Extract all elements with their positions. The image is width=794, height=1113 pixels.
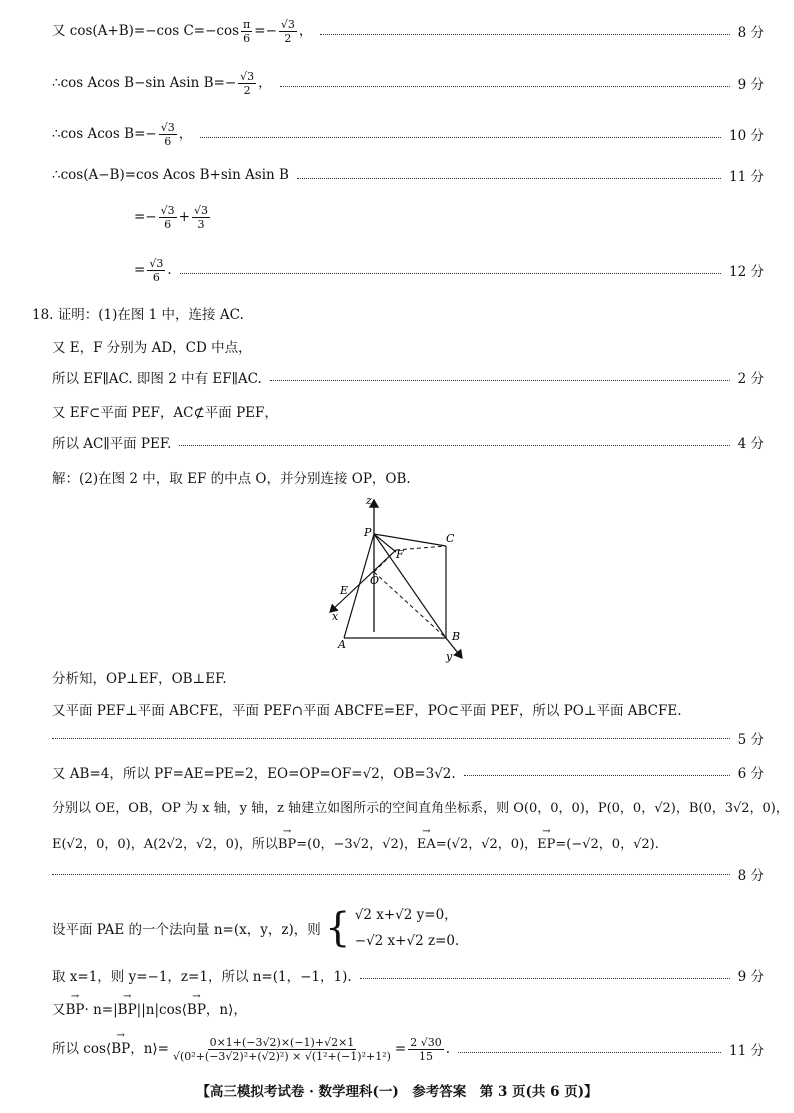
score: 12 分 [729, 264, 764, 280]
vector-EA: → EA [417, 837, 436, 852]
score: 9 分 [737, 969, 764, 985]
label-C: C [446, 532, 455, 545]
vector-BP: → BP [118, 1002, 137, 1018]
dot-leader [280, 86, 730, 87]
score: 8 分 [737, 868, 764, 884]
fraction: $\frac{2 √30}{15}$ [410, 1035, 442, 1063]
question-18-heading: 18. 证明：(1)在图 1 中，连接 AC. [32, 307, 244, 323]
answer-line-21: 所以 cos⟨→ BP，n⟩= $\frac{0\times 1+(-3√2)\times(-1)+√2\times 1}{\text{√(0²+(−3√2)²+(√2)²) × √(1²+(−1)²+1²)}}$ = $\frac{2 √30}{15}$ . 11 分 [52, 1036, 764, 1062]
score: 11 分 [729, 1043, 764, 1059]
answer-line-3: ∴cos Acos B=− $\frac{√3}{6}$ ， 10 分 [52, 120, 764, 148]
dot-leader [360, 978, 730, 979]
dot-leader [320, 34, 729, 35]
answer-line-1: 又 cos(A+B)=−cos C=−cos $\frac{\pi}{6}$ =− $\frac{√3}{2}$ ， 8 分 [52, 17, 764, 45]
score-row-5 [52, 728, 764, 748]
fraction: $\frac{√3}{3}$ [193, 204, 208, 231]
dot-leader [52, 738, 730, 739]
answer-line-12: 解：(2)在图 2 中，取 EF 的中点 O，并分别连接 OP，OB. [52, 471, 411, 487]
label-y: y [446, 650, 453, 663]
dot-leader [270, 380, 730, 381]
label-O: O [370, 574, 380, 587]
dot-leader [297, 178, 721, 179]
dot-leader [458, 1052, 721, 1053]
fraction: $\frac{\pi}{6}$ [243, 17, 251, 45]
vector-BP: → BP [278, 837, 296, 852]
edge-PC [374, 534, 446, 546]
score: 4 分 [737, 436, 764, 452]
vector-BP: → BP [187, 1002, 206, 1018]
edge-PB [374, 534, 446, 638]
label-E: E [340, 584, 349, 597]
label-z: z [366, 494, 372, 507]
answer-line-19: 取 x=1，则 y=−1，z=1，所以 n=(1，−1，1). 9 分 [52, 962, 764, 988]
dot-leader [464, 775, 730, 776]
vector-BP: → BP [66, 1002, 85, 1018]
answer-line-20: 又→ BP· n=|→ BP||n|cos⟨→ BP，n⟩， [52, 998, 247, 1018]
dot-leader [52, 874, 730, 875]
label-x: x [332, 610, 339, 623]
answer-line-16: 分别以 OE，OB，OP 为 x 轴，y 轴，z 轴建立如图所示的空间直角坐标系，则 O(0，0，0)，P(0，0，√2)，B(0，3√2，0)， [52, 801, 789, 816]
answer-line-6: = $\frac{√3}{6}$ . 12 分 [134, 256, 764, 284]
answer-line-13: 分析知，OP⊥EF，OB⊥EF. [52, 671, 227, 687]
score-row-8 [52, 864, 764, 884]
label-A: A [338, 638, 346, 651]
line-text: 又 cos(A+B)=−cos C=−cos [52, 22, 240, 39]
vector-BP: → BP [111, 1041, 130, 1057]
answer-line-5: =− $\frac{√3}{6}$ + $\frac{√3}{3}$ [134, 204, 208, 231]
score: 8 分 [737, 25, 764, 41]
score: 11 分 [729, 169, 764, 185]
answer-line-9: 所以 EF∥AC. 即图 2 中有 EF∥AC. 2 分 [52, 364, 764, 390]
answer-line-10: 又 EF⊂平面 PEF，AC⊄平面 PEF， [52, 405, 278, 421]
fraction: $\frac{√3}{6}$ [149, 256, 164, 284]
page-footer: 【高三模拟考试卷 · 数学理科(一) 参考答案 第 3 页(共 6 页)】 [196, 1084, 598, 1100]
geometry-figure [320, 492, 470, 664]
dot-leader [200, 137, 721, 138]
answer-line-14: 又平面 PEF⊥平面 ABCFE，平面 PEF∩平面 ABCFE=EF，PO⊂平面 PEF，所以 PO⊥平面 ABCFE. [52, 703, 682, 719]
equation-2: −√2 x+√2 z=0. [354, 933, 460, 949]
fraction: $\frac{√3}{2}$ [280, 17, 295, 45]
dot-leader [180, 273, 721, 274]
score: 2 分 [737, 371, 764, 387]
fraction: $\frac{√3}{2}$ [240, 69, 255, 97]
label-B: B [452, 630, 461, 643]
answer-line-11: 所以 AC∥平面 PEF. 4 分 [52, 429, 764, 455]
score: 6 分 [737, 766, 764, 782]
dot-leader [179, 445, 729, 446]
vector-EP: → EP [537, 837, 555, 852]
answer-line-18: 设平面 PAE 的一个法向量 n=(x，y，z)，则 { √2 x+√2 y=0， −√2 x+√2 z=0. [52, 902, 459, 954]
answer-line-2: ∴cos Acos B−sin Asin B=− $\frac{√3}{2}$ ， 9 分 [52, 69, 764, 97]
fraction: $\frac{√3}{6}$ [160, 204, 175, 231]
fraction: $\frac{0\times 1+(-3√2)\times(-1)+√2\times 1}{\text{√(0²+(−3√2)²+(√2)²) × √(1²+(−1)²+1²)}}$ [172, 1035, 391, 1063]
brace: { [325, 905, 351, 951]
score: 5 分 [737, 732, 764, 748]
answer-line-4: ∴cos(A−B)=cos Acos B+sin Asin B 11 分 [52, 167, 764, 185]
answer-line-17: E(√2，0，0)，A(2√2，√2，0)，所以→ BP=(0，−3√2，√2)，→ EA=(√2，√2，0)，→ EP=(−√2，0，√2). [52, 833, 659, 852]
answer-line-8: 又 E，F 分别为 AD，CD 中点， [52, 340, 252, 356]
segment-OB [374, 572, 446, 638]
score: 10 分 [729, 128, 764, 144]
fraction: $\frac{√3}{6}$ [160, 120, 175, 148]
equation-1: √2 x+√2 y=0， [354, 907, 458, 923]
label-P: P [364, 526, 372, 539]
label-F: F [396, 548, 404, 561]
answer-line-15: 又 AB=4，所以 PF=AE=PE=2，EO=OP=OF=√2，OB=3√2. 6 分 [52, 759, 764, 785]
score: 9 分 [737, 77, 764, 93]
